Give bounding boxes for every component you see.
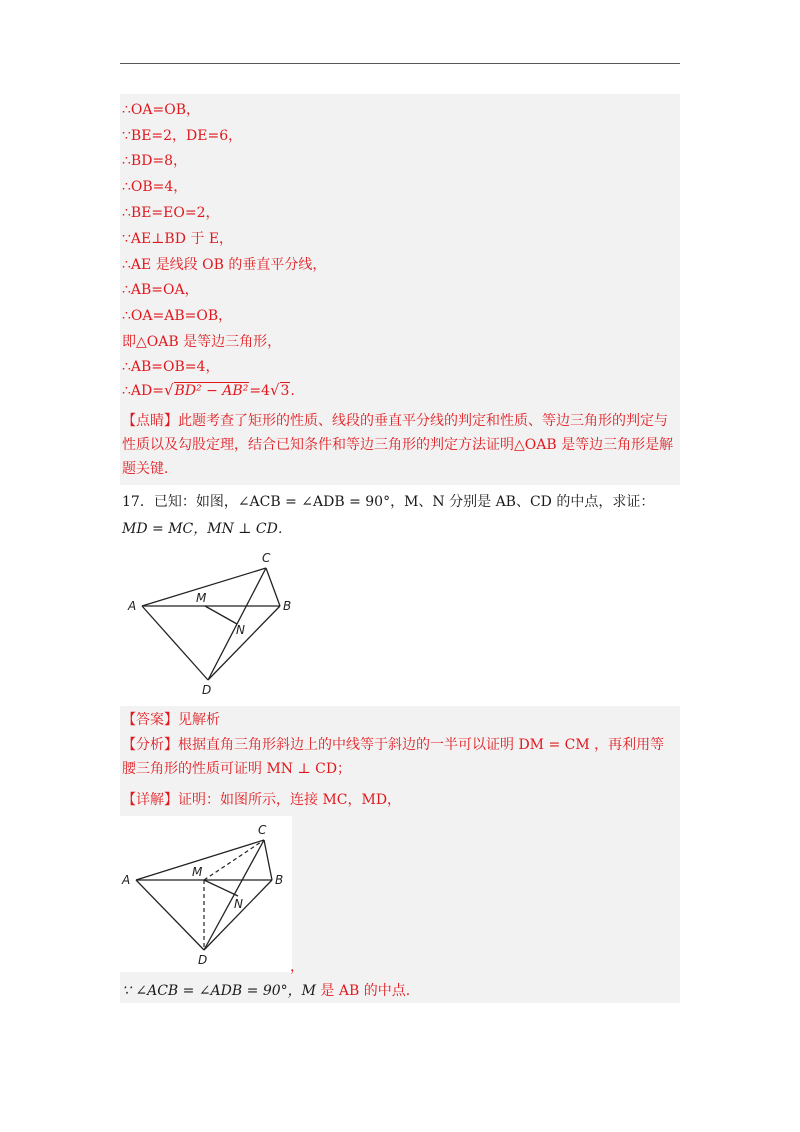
label-a: A xyxy=(128,599,137,613)
header-rule xyxy=(120,63,680,64)
answer-tag: 【答案】 xyxy=(122,712,178,728)
solution-line: ∴BE=EO=2， xyxy=(122,205,220,221)
sol-label-d: D xyxy=(198,953,208,967)
comment-tag: 【点睛】 xyxy=(122,413,178,429)
detail-line xyxy=(122,791,401,809)
sol-label-c: C xyxy=(258,823,267,837)
label-c: C xyxy=(262,551,271,565)
analysis-tag: 【分析】 xyxy=(122,737,178,753)
final-radicand: BD² − AB² xyxy=(174,383,249,399)
sol-label-a: A xyxy=(122,873,131,887)
final-result-root: 3 xyxy=(280,383,290,399)
detail-text: 证明：如图所示，连接 MC，MD， xyxy=(178,792,402,808)
solution-line: ∴OB=4， xyxy=(122,179,188,195)
analysis-paragraph xyxy=(122,733,678,781)
solution-line: ∴BD=8， xyxy=(122,153,188,169)
solution-line: ∴AB=OA， xyxy=(122,282,199,298)
solution-line: ∵AE⊥BD 于 E， xyxy=(122,231,234,247)
final-result: =4 xyxy=(249,383,270,399)
final-prefix: ∴AD= xyxy=(122,383,164,399)
solution-line: ∴OA=OB， xyxy=(122,102,200,118)
solution-line: ∴AB=OB=4， xyxy=(122,359,220,375)
figure-trailing-comma: ， xyxy=(290,959,304,975)
solution-line: 即△OAB 是等边三角形， xyxy=(122,334,282,350)
final-equation: ∴AD=√BD² − AB²=4√3． xyxy=(122,381,305,399)
sol-label-b: B xyxy=(275,873,284,887)
problem-line-1: 17．已知：如图，∠ACB = ∠ADB = 90°，M、N 分别是 AB、CD 的中点，求证： xyxy=(122,494,655,510)
label-n: N xyxy=(236,623,245,637)
answer-text: 见解析 xyxy=(178,712,220,728)
problem-figure xyxy=(120,548,300,698)
solution-figure xyxy=(120,818,292,970)
answer-line xyxy=(122,711,220,729)
sol-label-n: N xyxy=(234,897,243,911)
solution-line: ∴OA=AB=OB， xyxy=(122,308,233,324)
analysis-text: 根据直角三角形斜边上的中线等于斜边的一半可以证明 DM = CM ，再利用等腰三角形的性质可证明 MN ⊥ CD； xyxy=(122,737,665,777)
solution-line: ∴AE 是线段 OB 的垂直平分线， xyxy=(122,257,327,273)
problem-line-2: MD = MC，MN ⊥ CD． xyxy=(122,521,292,537)
solution-line: ∵BE=2，DE=6， xyxy=(122,128,243,144)
label-b: B xyxy=(283,599,292,613)
label-m: M xyxy=(196,591,207,605)
last-line xyxy=(122,982,410,1000)
comment-text: 此题考查了矩形的性质、线段的垂直平分线的判定和性质、等边三角形的判定与性质以及勾股定理，结合已知条件和等边三角形的判定方法证明△OAB 是等边三角形是解题关键． xyxy=(122,413,674,477)
detail-tag: 【详解】 xyxy=(122,792,178,808)
sol-label-m: M xyxy=(192,865,203,879)
last-line-given: ∵ ∠ACB = ∠ADB = 90°，M xyxy=(122,983,321,999)
comment-paragraph xyxy=(122,409,678,481)
last-line-midpoint: 是 AB 的中点. xyxy=(320,983,411,999)
final-end: ． xyxy=(290,383,305,399)
label-d: D xyxy=(202,683,212,697)
